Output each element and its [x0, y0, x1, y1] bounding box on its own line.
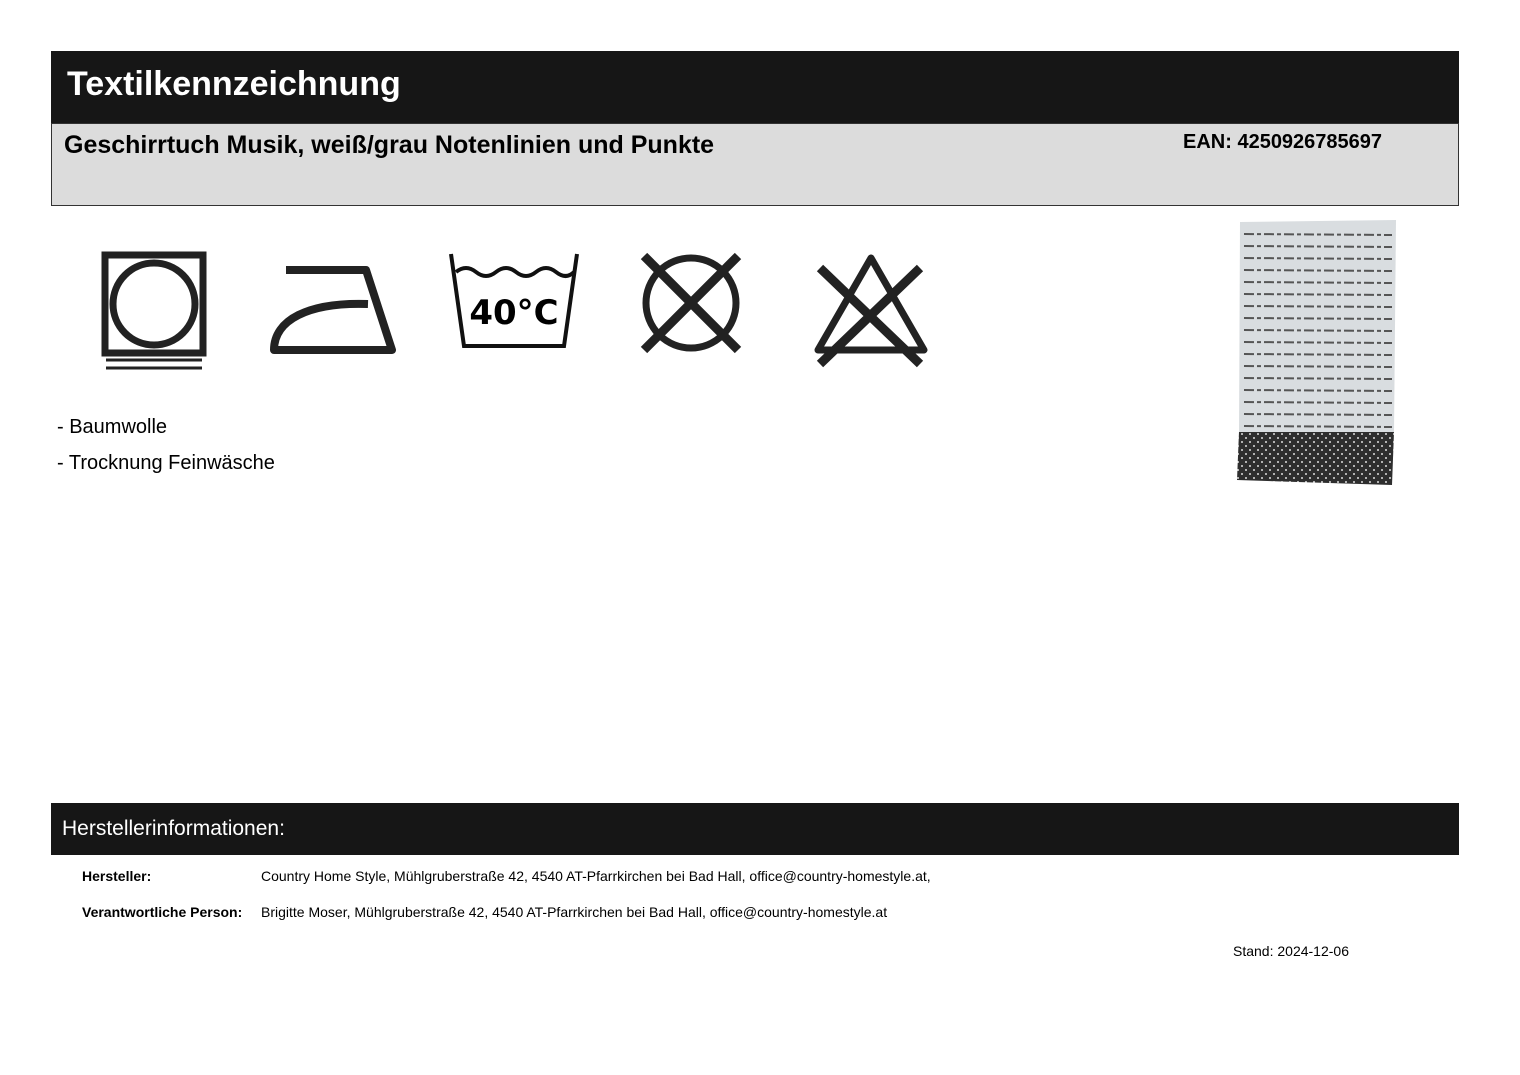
responsible-person-value: Brigitte Moser, Mühlgruberstraße 42, 4540 AT-Pfarrkirchen bei Bad Hall, office@country-homestyle.at — [261, 904, 888, 920]
towel-stripe — [1244, 426, 1392, 427]
iron-icon — [268, 264, 398, 356]
towel-stripe — [1244, 234, 1392, 235]
tumble-dry-gentle-icon — [100, 250, 208, 375]
drying-line: - Trocknung Feinwäsche — [57, 452, 275, 474]
towel-stripe — [1244, 282, 1392, 283]
responsible-person-label: Verantwortliche Person: — [82, 904, 243, 920]
product-bar — [51, 123, 1459, 206]
maker-label: Hersteller: — [82, 868, 152, 884]
towel-stripe — [1244, 306, 1392, 307]
towel-stripe — [1244, 270, 1392, 271]
towel-stripe — [1244, 378, 1392, 379]
no-dry-clean-icon — [638, 250, 744, 356]
towel-stripe — [1244, 294, 1392, 295]
towel-stripe — [1244, 330, 1392, 331]
towel-stripe — [1244, 402, 1392, 403]
manufacturer-bar — [51, 803, 1459, 855]
maker-value: Country Home Style, Mühlgruberstraße 42, 4540 AT-Pfarrkirchen bei Bad Hall, office@country-homestyle.at, — [261, 868, 931, 884]
no-bleach-icon — [812, 250, 930, 370]
page-title: Textilkennzeichnung — [67, 65, 401, 103]
product-image — [1236, 220, 1398, 486]
towel-stripe — [1244, 354, 1392, 355]
towel-stripe — [1244, 414, 1392, 415]
towel-stripe — [1244, 342, 1392, 343]
product-name: Geschirrtuch Musik, weiß/grau Notenlinien und Punkte — [64, 131, 715, 159]
ean-code: EAN: 4250926785697 — [1183, 131, 1383, 153]
title-bar — [51, 51, 1459, 123]
material-line: - Baumwolle — [57, 416, 168, 438]
wash-temperature: 40°C — [469, 293, 559, 333]
towel-stripe — [1244, 366, 1392, 367]
manufacturer-heading: Herstellerinformationen: — [62, 817, 285, 840]
towel-stripe — [1244, 246, 1392, 247]
towel-stripe — [1244, 258, 1392, 259]
towel-stripe — [1244, 390, 1392, 391]
date-stamp: Stand: 2024-12-06 — [1233, 943, 1349, 959]
towel-stripe — [1244, 318, 1392, 319]
wash-40c-icon — [448, 252, 580, 350]
